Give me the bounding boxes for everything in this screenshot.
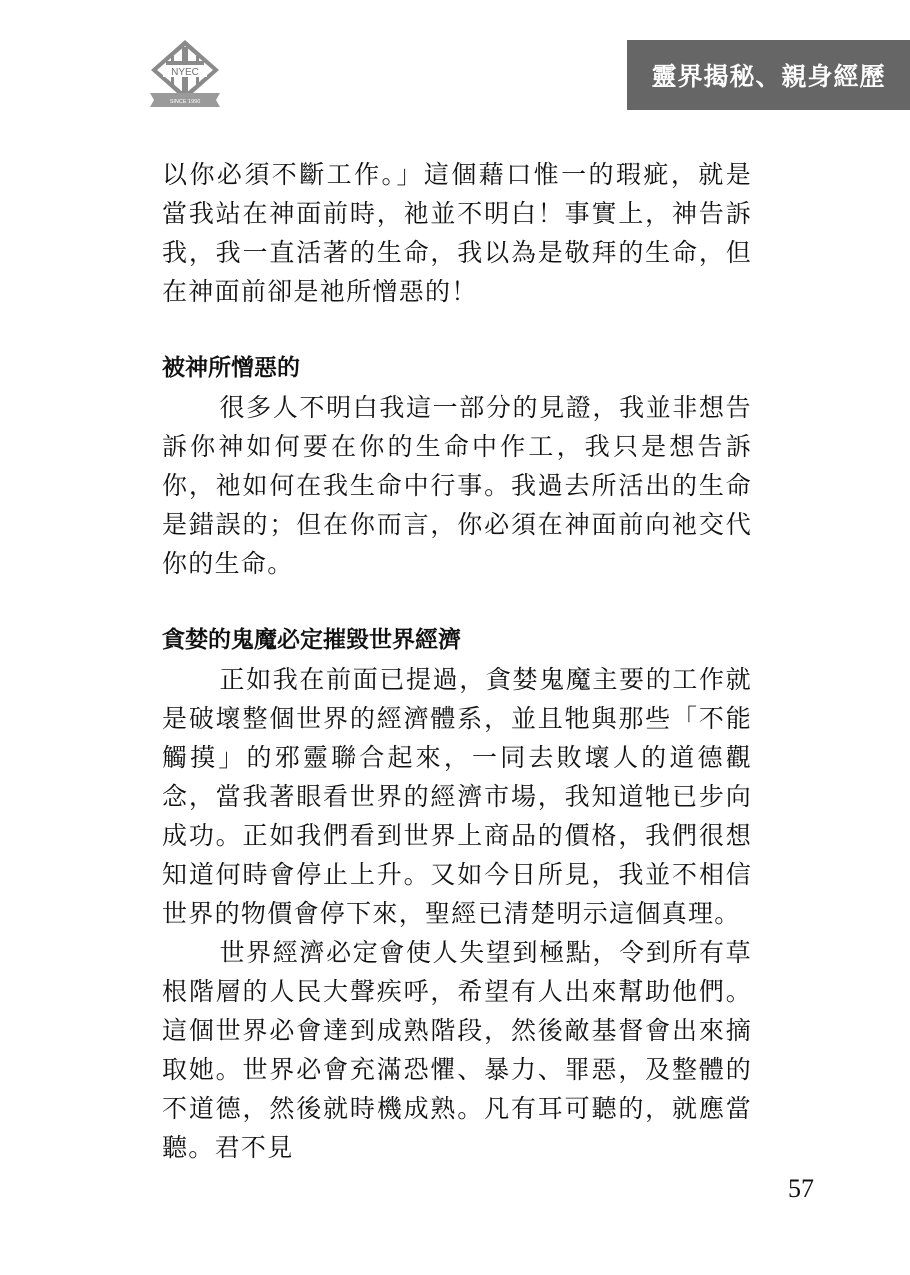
spacer [162,583,752,621]
section-heading-2: 貪婪的鬼魔必定摧毀世界經濟 [162,627,461,653]
page-body [162,155,752,1167]
paragraph-1: 以你必須不斷工作。」這個藉口惟一的瑕疵，就是當我站在神面前時，祂並不明白！事實上，神告訴我，我一直活著的生命，我以為是敬拜的生命，但在神面前卻是祂所憎惡的！ [162,160,752,306]
logo-ribbon-text: SINCE 1990 [169,99,201,105]
spacer [162,311,752,349]
chapter-title: 靈界揭秘、親身經歷 [651,62,886,91]
paragraph-4: 世界經濟必定會使人失望到極點，令到所有草根階層的人民大聲疾呼，希望有人出來幫助他們。這個世界必會達到成熟階段，然後敵基督會出來摘取她。世界必會充滿恐懼、暴力、罪惡，及整體的不道德，然後就時機成熟。凡有耳可聽的，就應當聽。君不見 [162,938,752,1162]
paragraph-3: 正如我在前面已提過，貪婪鬼魔主要的工作就是破壞整個世界的經濟體系，並且牠與那些「不能觸摸」的邪靈聯合起來，一同去敗壞人的道德觀念，當我著眼看世界的經濟市場，我知道牠已步向成功。正如我們看到世界上商品的價格，我們很想知道何時會停止上升。又如今日所見，我並不相信世界的物價會停下來，聖經已清楚明示這個真理。 [162,665,752,928]
page-number: 57 [788,1174,814,1203]
section-heading-1: 被神所憎惡的 [162,355,300,381]
chapter-header-tab [627,40,910,110]
paragraph-2: 很多人不明白我這一部分的見證，我並非想告訴你神如何要在你的生命中作工，我只是想告訴你，祂如何在我生命中行事。我過去所活出的生命是錯誤的；但在你而言，你必須在神面前向祂交代你的生命。 [162,393,752,578]
nyec-logo-emblem [146,38,224,108]
nyec-logo [146,38,224,108]
logo-text: NYEC [171,67,199,78]
